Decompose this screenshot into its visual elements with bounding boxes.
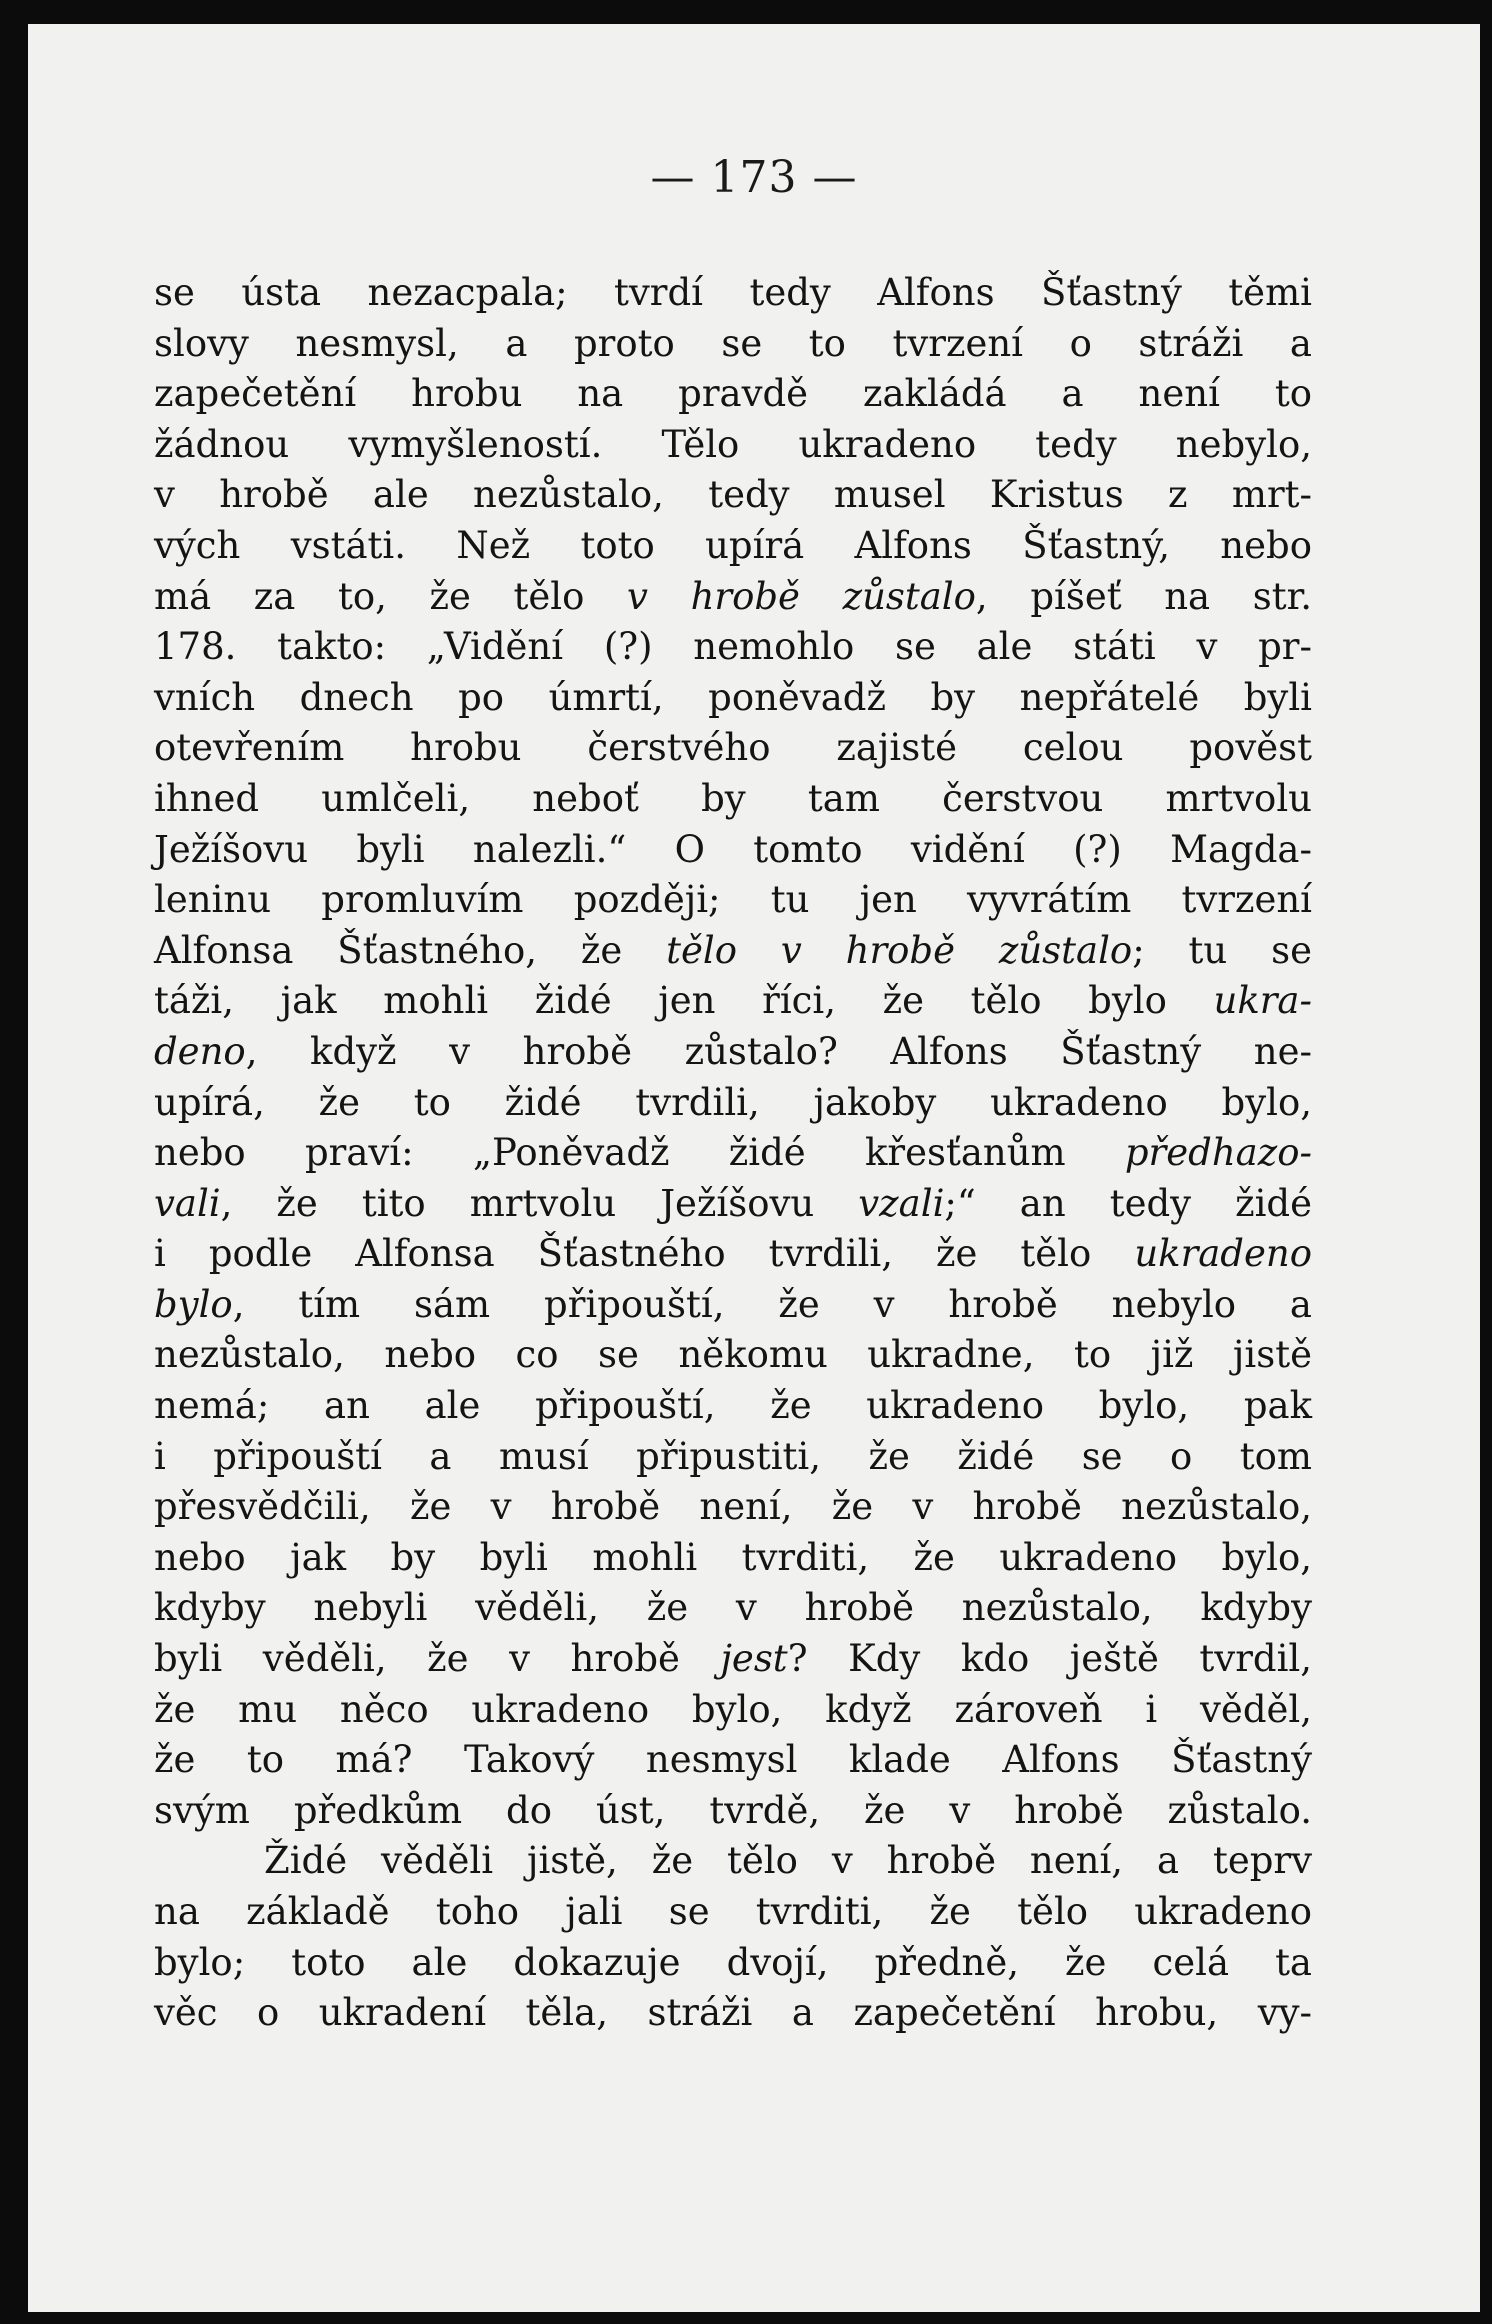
text-line (154, 1179, 1312, 1230)
text-line (154, 1027, 1312, 1078)
text-line (154, 1685, 1312, 1736)
text-line (154, 1634, 1312, 1685)
text-run: vních dnech po úmrtí, poněvadž by nepřátelé byli (154, 675, 1312, 719)
text-run: žádnou vymyšleností. Tělo ukradeno tedy nebylo, (154, 422, 1312, 466)
text-line (154, 1887, 1312, 1938)
text-line (154, 673, 1312, 724)
text-run: ;“ an tedy židé (944, 1181, 1312, 1225)
text-run: Židé věděli jistě, že tělo v hrobě není, a teprv (264, 1839, 1312, 1883)
text-run: nemá; an ale připouští, že ukradeno bylo, pak (154, 1384, 1312, 1428)
text-run: nezůstalo, nebo co se někomu ukradne, to již jistě (154, 1333, 1312, 1377)
text-run: Alfonsa Šťastného, že (154, 928, 667, 972)
italic-text: tělo v hrobě zůstalo (666, 928, 1133, 972)
text-line (154, 1128, 1312, 1179)
text-run: nebo praví: „Poněvadž židé křesťanům (154, 1131, 1125, 1175)
italic-text: ukradeno (1134, 1232, 1312, 1276)
text-line (154, 1836, 1312, 1887)
text-run: svým předkům do úst, tvrdě, že v hrobě zůstalo. (154, 1788, 1312, 1832)
italic-text: bylo (154, 1282, 233, 1326)
italic-text: deno (154, 1029, 246, 1073)
text-run: táži, jak mohli židé jen říci, že tělo bylo (154, 979, 1214, 1023)
text-run: bylo; toto ale dokazuje dvojí, předně, že celá ta (154, 1940, 1312, 1984)
text-run: na základě toho jali se tvrditi, že tělo ukradeno (154, 1890, 1312, 1933)
text-line (154, 1938, 1312, 1989)
text-line (154, 976, 1312, 1027)
text-line (154, 1078, 1312, 1129)
book-page (28, 24, 1480, 2312)
text-run: , píšeť na str. (975, 574, 1312, 618)
text-run: ? Kdy kdo ještě tvrdil, (787, 1637, 1312, 1681)
text-run: nebo jak by byli mohli tvrditi, že ukradeno bylo, (154, 1535, 1312, 1579)
text-line (154, 1583, 1312, 1634)
text-run: upírá, že to židé tvrdili, jakoby ukradeno bylo, (154, 1080, 1312, 1124)
italic-text: v hrobě zůstalo (627, 574, 976, 618)
text-line (154, 1229, 1312, 1280)
text-run: ihned umlčeli, neboť by tam čerstvou mrtvolu (154, 776, 1312, 820)
text-line (154, 1280, 1312, 1331)
text-run: přesvědčili, že v hrobě není, že v hrobě nezůstalo, (154, 1485, 1312, 1529)
italic-text: jest (720, 1637, 788, 1681)
text-run: věc o ukradení těla, stráži a zapečetění hrobu, vy- (154, 1991, 1312, 2035)
text-run: i připouští a musí připustiti, že židé se o tom (154, 1434, 1312, 1478)
text-line (154, 825, 1312, 876)
text-line (154, 875, 1312, 926)
text-line (154, 926, 1312, 977)
text-run: ; tu se (1132, 928, 1312, 972)
text-line (154, 723, 1312, 774)
text-run: zapečetění hrobu na pravdě zakládá a není to (154, 372, 1312, 416)
text-line (154, 774, 1312, 825)
italic-text: ukra- (1213, 979, 1312, 1023)
text-run: že mu něco ukradeno bylo, když zároveň i věděl, (154, 1687, 1312, 1731)
text-line (154, 1786, 1312, 1837)
body-text (154, 268, 1312, 2039)
text-line (154, 521, 1312, 572)
text-run: i podle Alfonsa Šťastného tvrdili, že tělo (154, 1232, 1135, 1276)
text-run: , že tito mrtvolu Ježíšovu (220, 1181, 859, 1225)
text-line (154, 470, 1312, 521)
text-run: byli věděli, že v hrobě (154, 1637, 721, 1681)
text-run: 178. takto: „Vidění (?) nemohlo se ale státi v pr- (154, 625, 1312, 669)
text-line (154, 572, 1312, 623)
text-run: , když v hrobě zůstalo? Alfons Šťastný ne- (245, 1029, 1312, 1073)
text-run: otevřením hrobu čerstvého zajisté celou pověst (154, 726, 1312, 770)
text-line (154, 1381, 1312, 1432)
text-line (154, 369, 1312, 420)
text-line (154, 1482, 1312, 1533)
text-run: v hrobě ale nezůstalo, tedy musel Kristus z mrt- (154, 473, 1312, 517)
text-run: Ježíšovu byli nalezli.“ O tomto vidění (?) Magda- (154, 827, 1312, 871)
text-line (154, 268, 1312, 319)
text-line (154, 1330, 1312, 1381)
text-run: slovy nesmysl, a proto se to tvrzení o stráži a (154, 321, 1312, 365)
text-run: kdyby nebyli věděli, že v hrobě nezůstalo, kdyby (154, 1586, 1312, 1630)
page-number: — 173 — (650, 152, 858, 203)
italic-text: vzali (858, 1181, 945, 1225)
italic-text: předhazo- (1124, 1131, 1312, 1175)
text-line (154, 420, 1312, 471)
text-run: , tím sám připouští, že v hrobě nebylo a (232, 1282, 1312, 1326)
text-line (154, 1735, 1312, 1786)
text-run: leninu promluvím později; tu jen vyvrátím tvrzení (154, 878, 1312, 922)
text-run: má za to, že tělo (154, 574, 628, 618)
text-line (154, 1432, 1312, 1483)
text-line (154, 622, 1312, 673)
text-run: že to má? Takový nesmysl klade Alfons Šťastný (154, 1738, 1312, 1782)
text-line (154, 1988, 1312, 2039)
text-line (154, 1533, 1312, 1584)
text-run: vých vstáti. Než toto upírá Alfons Šťastný, nebo (154, 523, 1312, 567)
italic-text: vali (154, 1181, 221, 1225)
text-line (154, 319, 1312, 370)
text-run: se ústa nezacpala; tvrdí tedy Alfons Šťastný těmi (154, 271, 1312, 314)
